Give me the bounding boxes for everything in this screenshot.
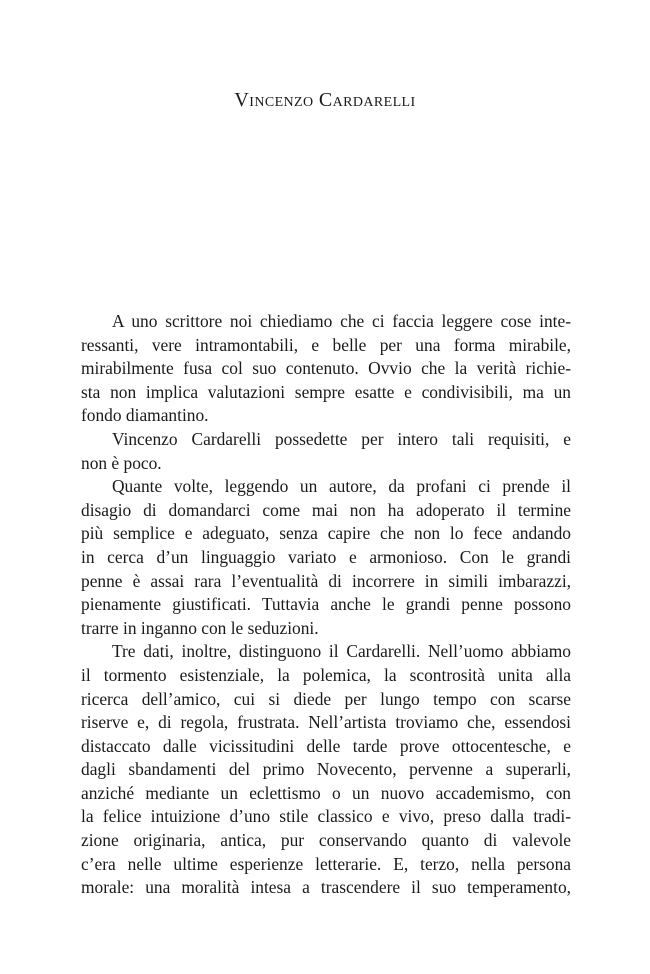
text-line: pienamente giustificati. Tuttavia anche le grandi penne possono	[81, 594, 571, 615]
text-line: ricerca dell’amico, cui si diede per lungo tempo con scarse	[81, 688, 571, 709]
text-line: zione originaria, antica, pur conservando quanto di valevole	[81, 830, 571, 851]
text-line: Vincenzo Cardarelli possedette per intero tali requisiti, e	[112, 428, 571, 449]
paragraph	[81, 428, 571, 475]
text-line: ressanti, vere intramontabili, e belle per una forma mirabile,	[81, 334, 571, 355]
body-text	[81, 310, 571, 900]
text-line: trarre in inganno con le seduzioni.	[81, 617, 319, 638]
text-line: Quante volte, leggendo un autore, da profani ci prende il	[112, 476, 571, 497]
text-line: mirabilmente fusa col suo contenuto. Ovvio che la verità richie-	[81, 358, 571, 379]
paragraph	[81, 310, 571, 428]
text-line: non è poco.	[81, 452, 162, 473]
text-line: dagli sbandamenti del primo Novecento, pervenne a superarli,	[81, 759, 571, 780]
text-line: fondo diamantino.	[81, 405, 209, 426]
paragraph	[81, 640, 571, 900]
chapter-title: Vincenzo Cardarelli	[234, 89, 416, 111]
text-line: c’era nelle ultime esperienze letterarie. E, terzo, nella persona	[81, 853, 571, 874]
text-line: riserve e, di regola, frustrata. Nell’artista troviamo che, essendosi	[81, 712, 571, 733]
text-line: il tormento esistenziale, la polemica, la scontrosità unita alla	[81, 664, 571, 685]
text-line: in cerca d’un linguaggio variato e armonioso. Con le grandi	[81, 546, 571, 567]
paragraph	[81, 475, 571, 640]
text-line: Tre dati, inoltre, distinguono il Cardarelli. Nell’uomo abbiamo	[112, 641, 571, 662]
text-line: disagio di domandarci come mai non ha adoperato il termine	[81, 499, 571, 520]
text-line: più semplice e adeguato, senza capire che non lo fece andando	[81, 523, 571, 544]
text-line: penne è assai rara l’eventualità di incorrere in simili imbarazzi,	[81, 570, 571, 591]
text-line: morale: una moralità intesa a trascendere il suo temperamento,	[81, 877, 571, 898]
text-line: sta non implica valutazioni sempre esatte e condivisibili, ma un	[81, 381, 571, 402]
text-line: anziché mediante un eclettismo o un nuovo accademismo, con	[81, 782, 571, 803]
text-line: distaccato dalle vicissitudini delle tarde prove ottocentesche, e	[81, 735, 571, 756]
text-line: A uno scrittore noi chiediamo che ci faccia leggere cose inte-	[112, 311, 571, 331]
text-line: la felice intuizione d’uno stile classico e vivo, preso dalla tradi-	[81, 806, 571, 827]
